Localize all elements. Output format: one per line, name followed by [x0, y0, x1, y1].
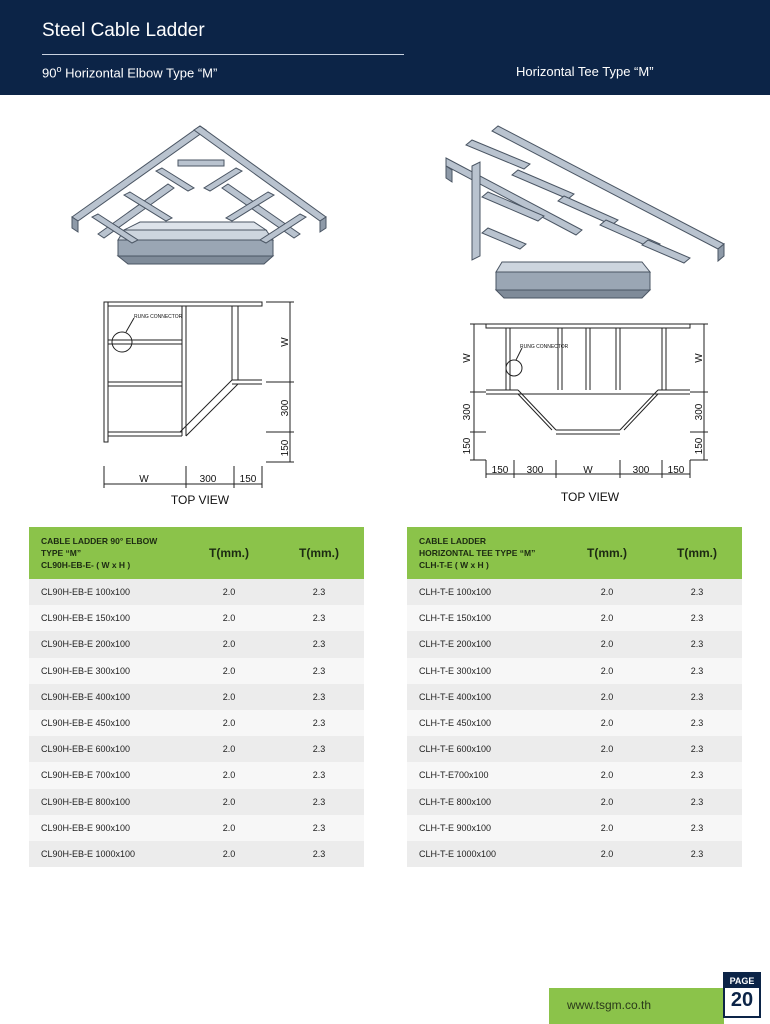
- thickness-b-cell: 2.3: [274, 579, 364, 605]
- thickness-b-cell: 2.3: [652, 579, 742, 605]
- table-row: [29, 710, 364, 736]
- thickness-b-cell: 2.3: [274, 605, 364, 631]
- table-row: [29, 841, 364, 867]
- page-number: 20: [730, 989, 754, 1011]
- table-row: [407, 762, 742, 788]
- table-header-row: [29, 527, 364, 579]
- thickness-b-cell: 2.3: [274, 841, 364, 867]
- model-cell: CL90H-EB-E 600x100: [29, 736, 184, 762]
- tee-dim-bottom-w: W: [583, 465, 593, 476]
- model-cell: CLH-T-E 200x100: [407, 631, 562, 657]
- model-cell: CLH-T-E 100x100: [407, 579, 562, 605]
- thickness-a-cell: 2.0: [562, 762, 652, 788]
- thickness-a-cell: 2.0: [562, 605, 652, 631]
- table-row: [29, 815, 364, 841]
- table-row: [29, 579, 364, 605]
- model-cell: CLH-T-E 150x100: [407, 605, 562, 631]
- page-label: PAGE: [725, 974, 759, 988]
- thickness-b-cell: 2.3: [652, 762, 742, 788]
- model-cell: CLH-T-E 600x100: [407, 736, 562, 762]
- thickness-a-cell: 2.0: [184, 684, 274, 710]
- model-cell: CLH-T-E 1000x100: [407, 841, 562, 867]
- table-row: [29, 631, 364, 657]
- thickness-b-cell: 2.3: [652, 815, 742, 841]
- thickness-a-cell: 2.0: [562, 815, 652, 841]
- elbow-header-line-3: CL90H-EB-E- ( W x H ): [41, 560, 131, 570]
- elbow-header-line-2: TYPE “M”: [41, 548, 82, 558]
- table-row: [407, 631, 742, 657]
- table-row: [407, 579, 742, 605]
- tee-model-header: [407, 527, 562, 579]
- thickness-a-cell: 2.0: [184, 710, 274, 736]
- table-row: [29, 736, 364, 762]
- elbow-model-header: [29, 527, 184, 579]
- thickness-b-cell: 2.3: [652, 710, 742, 736]
- elbow-subtitle-text: Horizontal Elbow Type “M”: [61, 65, 218, 81]
- thickness-a-cell: 2.0: [184, 579, 274, 605]
- thickness-a-cell: 2.0: [562, 684, 652, 710]
- table-row: [407, 789, 742, 815]
- thickness-a-cell: 2.0: [184, 762, 274, 788]
- thickness-b-cell: 2.3: [652, 736, 742, 762]
- page-badge: [723, 972, 761, 1018]
- tee-dim-300-right: 300: [694, 403, 705, 421]
- model-cell: CL90H-EB-E 200x100: [29, 631, 184, 657]
- tee-top-view-caption: TOP VIEW: [560, 490, 620, 504]
- thickness-a-cell: 2.0: [562, 631, 652, 657]
- tee-top-view-drawing: [456, 318, 721, 483]
- elbow-dim-150-side: 150: [280, 439, 291, 457]
- thickness-b-cell: 2.3: [274, 684, 364, 710]
- elbow-dim-300-side: 300: [280, 399, 291, 417]
- tee-subtitle: Horizontal Tee Type “M”: [516, 64, 654, 79]
- thickness-a-cell: 2.0: [184, 631, 274, 657]
- thickness-a-cell: 2.0: [184, 736, 274, 762]
- elbow-isometric-image: [68, 122, 333, 272]
- elbow-thickness-header-2: T(mm.): [274, 527, 364, 579]
- elbow-rung-connector-label: RUNG CONNECTOR: [134, 314, 183, 320]
- page-title: Steel Cable Ladder: [42, 20, 205, 41]
- elbow-dim-150-bottom: 150: [239, 474, 257, 485]
- elbow-spec-table: [29, 527, 364, 867]
- thickness-a-cell: 2.0: [184, 841, 274, 867]
- tee-dim-bottom-150-right: 150: [667, 465, 685, 476]
- thickness-a-cell: 2.0: [184, 815, 274, 841]
- thickness-a-cell: 2.0: [562, 841, 652, 867]
- table-row: [29, 658, 364, 684]
- thickness-b-cell: 2.3: [274, 736, 364, 762]
- table-row: [407, 684, 742, 710]
- table-row: [29, 762, 364, 788]
- thickness-a-cell: 2.0: [562, 710, 652, 736]
- table-row: [407, 658, 742, 684]
- elbow-dim-w-side: W: [280, 337, 291, 347]
- elbow-thickness-header-1: T(mm.): [184, 527, 274, 579]
- footer-bar: [549, 988, 724, 1024]
- tee-dim-150-right: 150: [694, 437, 705, 455]
- table-row: [407, 815, 742, 841]
- thickness-b-cell: 2.3: [274, 710, 364, 736]
- model-cell: CLH-T-E 300x100: [407, 658, 562, 684]
- elbow-dim-w-bottom: W: [139, 474, 149, 485]
- tee-thickness-header-1: T(mm.): [562, 527, 652, 579]
- model-cell: CLH-T-E 900x100: [407, 815, 562, 841]
- thickness-b-cell: 2.3: [274, 658, 364, 684]
- website-link[interactable]: www.tsgm.co.th: [567, 998, 652, 1012]
- thickness-b-cell: 2.3: [274, 789, 364, 815]
- thickness-a-cell: 2.0: [562, 579, 652, 605]
- elbow-subtitle: [42, 64, 217, 80]
- tee-rung-connector-label: RUNG CONNECTOR: [520, 344, 569, 350]
- thickness-a-cell: 2.0: [184, 658, 274, 684]
- tee-dim-w-left: W: [462, 353, 473, 363]
- table-row: [407, 736, 742, 762]
- model-cell: CL90H-EB-E 1000x100: [29, 841, 184, 867]
- thickness-b-cell: 2.3: [652, 684, 742, 710]
- model-cell: CL90H-EB-E 300x100: [29, 658, 184, 684]
- table-row: [29, 684, 364, 710]
- elbow-top-view-drawing: [96, 296, 306, 496]
- thickness-b-cell: 2.3: [274, 631, 364, 657]
- table-row: [29, 789, 364, 815]
- elbow-dim-300-bottom: 300: [199, 474, 217, 485]
- tee-dim-bottom-150-left: 150: [491, 465, 509, 476]
- thickness-b-cell: 2.3: [274, 815, 364, 841]
- thickness-a-cell: 2.0: [562, 789, 652, 815]
- elbow-top-view-caption: TOP VIEW: [170, 493, 230, 507]
- model-cell: CL90H-EB-E 450x100: [29, 710, 184, 736]
- thickness-b-cell: 2.3: [652, 605, 742, 631]
- elbow-header-line-1: CABLE LADDER 90° ELBOW: [41, 536, 158, 546]
- model-cell: CL90H-EB-E 100x100: [29, 579, 184, 605]
- tee-dim-300-left: 300: [462, 403, 473, 421]
- table-row: [407, 710, 742, 736]
- tee-dim-bottom-300-left: 300: [526, 465, 544, 476]
- thickness-b-cell: 2.3: [652, 789, 742, 815]
- degree-symbol: o: [56, 64, 62, 74]
- table-header-row: [407, 527, 742, 579]
- model-cell: CL90H-EB-E 700x100: [29, 762, 184, 788]
- tee-header-line-1: CABLE LADDER: [419, 536, 487, 546]
- header-divider: [42, 54, 404, 55]
- thickness-b-cell: 2.3: [652, 658, 742, 684]
- model-cell: CL90H-EB-E 900x100: [29, 815, 184, 841]
- table-row: [407, 605, 742, 631]
- tee-isometric-image: [442, 122, 727, 307]
- model-cell: CLH-T-E 400x100: [407, 684, 562, 710]
- model-cell: CL90H-EB-E 800x100: [29, 789, 184, 815]
- elbow-subtitle-degree: 90: [42, 65, 57, 81]
- tee-thickness-header-2: T(mm.): [652, 527, 742, 579]
- model-cell: CLH-T-E700x100: [407, 762, 562, 788]
- tee-dim-w-right: W: [694, 353, 705, 363]
- thickness-a-cell: 2.0: [184, 789, 274, 815]
- page-header: [0, 0, 770, 95]
- model-cell: CL90H-EB-E 150x100: [29, 605, 184, 631]
- tee-spec-table: [407, 527, 742, 867]
- tee-dim-150-left: 150: [462, 437, 473, 455]
- table-row: [29, 605, 364, 631]
- model-cell: CLH-T-E 800x100: [407, 789, 562, 815]
- thickness-a-cell: 2.0: [562, 658, 652, 684]
- thickness-b-cell: 2.3: [274, 762, 364, 788]
- thickness-a-cell: 2.0: [562, 736, 652, 762]
- thickness-b-cell: 2.3: [652, 631, 742, 657]
- model-cell: CL90H-EB-E 400x100: [29, 684, 184, 710]
- model-cell: CLH-T-E 450x100: [407, 710, 562, 736]
- table-row: [407, 841, 742, 867]
- thickness-a-cell: 2.0: [184, 605, 274, 631]
- tee-header-line-3: CLH-T-E ( W x H ): [419, 560, 489, 570]
- thickness-b-cell: 2.3: [652, 841, 742, 867]
- tee-dim-bottom-300-right: 300: [632, 465, 650, 476]
- tee-header-line-2: HORIZONTAL TEE TYPE “M”: [419, 548, 536, 558]
